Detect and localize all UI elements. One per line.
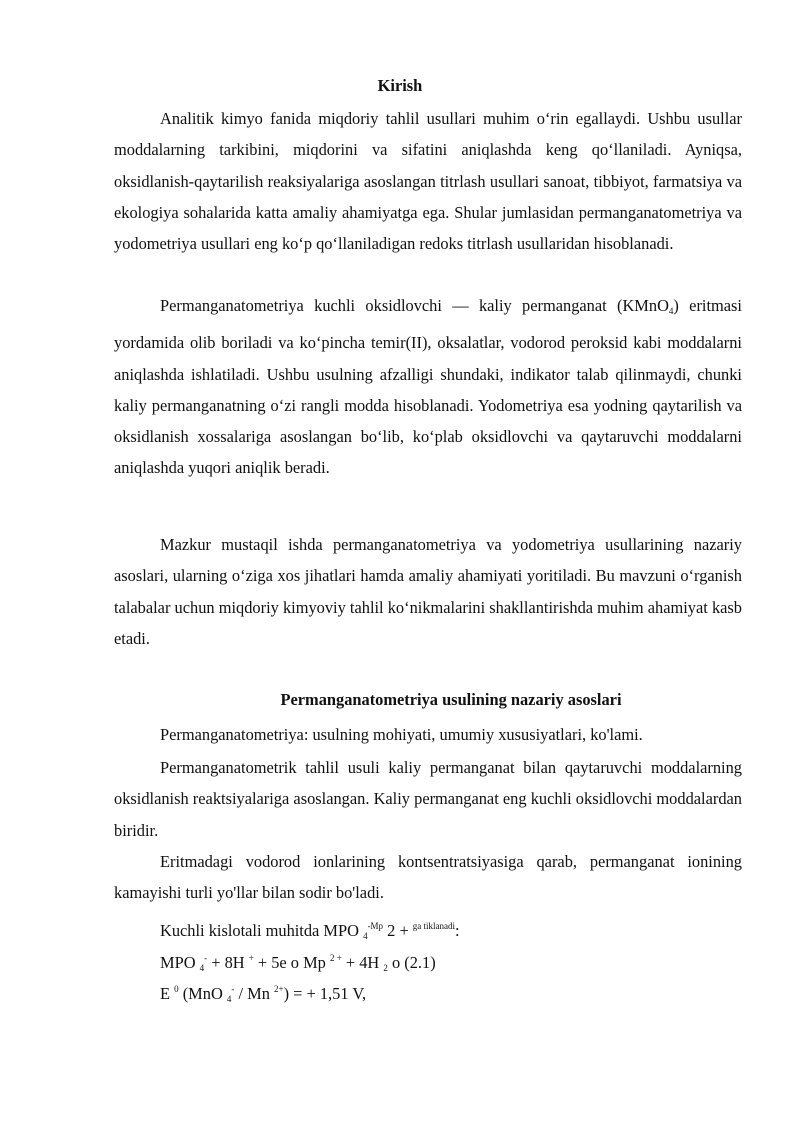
l6-text-c: :	[455, 921, 460, 940]
l6-text-a: Kuchli kislotali muhitda MPO	[160, 921, 364, 940]
formula-line-7	[160, 953, 436, 973]
p2-text-before: Permanganatometriya kuchli oksidlovchi — kaliy permanganat (KMnO	[160, 296, 669, 315]
l7-subscript-1: 4	[199, 963, 205, 973]
l7-subscript-2: 2	[383, 963, 388, 973]
l7-superscript-1: -	[204, 953, 208, 963]
p2-text-after: ) eritmasi yordamida olib boriladi va ko‘pincha temir(II), oksalatlar, vodorod peroksid kabi moddalarni aniqlashda ishlatiladi. Ushbu usulning afzalligi shundaki, indikator talab qilinmaydi, chunki kaliy permanganatning o‘zi rangli modda hisoblanadi. Yodometriya esa yodning qaytarilish va oksidlanish xossalariga asoslangan bo‘lib, ko‘plab oksidlovchi va qaytaruvchi moddalarni aniqlashda yuqori aniqlik beradi.	[114, 296, 742, 478]
intro-paragraph-1: Analitik kimyo fanida miqdoriy tahlil usullari muhim o‘rin egallaydi. Ushbu usullar moddalarning tarkibini, miqdorini va sifatini aniqlashda keng qo‘llaniladi. Ayniqsa, oksidlanish-qaytarilish reaksiyalariga asoslangan titrlash usullari sanoat, tibbiyot, farmatsiya va ekologiya sohalarida katta amaliy ahamiyatga ega. Shular jumlasidan permanganatometriya va yodometriya usullari eng ko‘p qo‘llaniladigan redoks titrlash usullaridan hisoblanadi.	[114, 109, 742, 254]
l7-text-b: + 8H	[207, 953, 249, 972]
intro-paragraph-2	[114, 290, 742, 484]
intro-title: Kirish	[377, 76, 423, 95]
formula-line-8	[160, 984, 366, 1004]
l8-superscript-2: -	[231, 984, 235, 994]
section-line-1: Permanganatometriya: usulning mohiyati, umumiy xususiyatlari, ko'lami.	[160, 725, 643, 744]
l8-text-b: (MnO	[178, 984, 227, 1003]
l8-subscript-1: 4	[226, 994, 232, 1004]
l7-text-c: + 5e o Mp	[253, 953, 330, 972]
intro-paragraph-3: Mazkur mustaqil ishda permanganatometriya va yodometriya usullarining nazariy asoslari, ularning o‘ziga xos jihatlari hamda amaliy ahamiyati yoritiladi. Bu mavzuni o‘rganish talabalar uchun miqdoriy kimyoviy tahlil ko‘nikmalarini shakllantirishda muhim ahamiyat kasb etadi.	[114, 535, 742, 648]
l7-text-a: MPO	[160, 953, 200, 972]
l8-text-c: / Mn	[234, 984, 275, 1003]
section-paragraph-5: Eritmadagi vodorod ionlarining kontsentratsiyasiga qarab, permanganat ionining kamayishi turli yo'llar bilan sodir bo'ladi.	[114, 852, 742, 903]
section-paragraph-4: Permanganatometrik tahlil usuli kaliy permanganat bilan qaytaruvchi moddalarning oksidlanish reaktsiyalariga asoslangan. Kaliy permanganat eng kuchli oksidlovchi moddalardan biridir.	[114, 758, 742, 840]
section-heading: Permanganatometriya usulining nazariy asoslari	[280, 690, 622, 709]
l6-subscript: 4	[363, 931, 368, 941]
l6-superscript: -Mp	[367, 921, 384, 931]
l8-superscript-3: 2+	[274, 984, 284, 994]
l6-superscript-2: ga tiklanadi	[412, 921, 456, 931]
l7-superscript-2: +	[248, 953, 254, 963]
formula-line-6	[160, 921, 460, 941]
l8-text-d: ) = + 1,51 V,	[283, 984, 367, 1003]
l7-superscript-3: 2 +	[329, 953, 342, 963]
l7-text-e: o (2.1)	[387, 953, 436, 972]
l6-text-b: 2 +	[383, 921, 413, 940]
l7-text-d: + 4H	[341, 953, 384, 972]
p2-subscript: 4	[668, 306, 674, 316]
l8-text-a: E	[160, 984, 175, 1003]
l8-superscript-1: 0	[174, 984, 179, 994]
